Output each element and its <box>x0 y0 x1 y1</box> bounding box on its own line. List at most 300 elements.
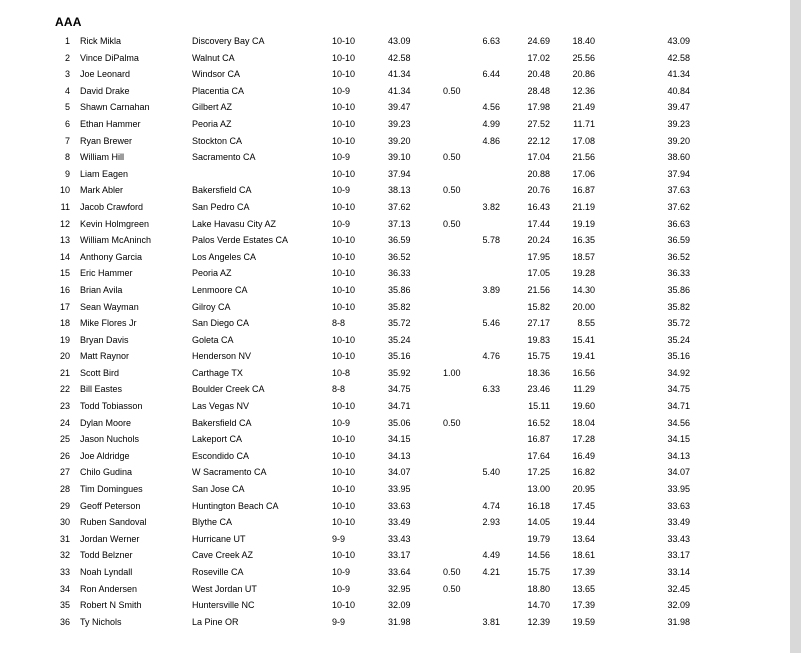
score-cell: 35.82 <box>388 301 411 312</box>
rank-cell: 31 <box>59 533 70 544</box>
table-row <box>0 514 790 531</box>
rank-cell: 14 <box>59 251 70 262</box>
name-cell: Jordan Werner <box>80 533 140 544</box>
weight-cell: 15.11 <box>528 401 550 412</box>
bonus-cell: 5.40 <box>482 467 500 478</box>
score-cell: 33.63 <box>388 500 411 511</box>
location-cell: West Jordan UT <box>192 583 257 594</box>
score-cell: 37.13 <box>388 218 411 229</box>
score-cell: 39.10 <box>388 152 411 163</box>
weight-cell: 23.46 <box>527 384 550 395</box>
table-row <box>0 50 790 67</box>
weight-cell: 13.64 <box>572 533 595 544</box>
name-cell: Jason Nuchols <box>80 434 140 445</box>
record-cell: 10-9 <box>332 417 351 428</box>
location-cell: San Jose CA <box>192 484 245 495</box>
weight-cell: 20.95 <box>572 484 595 495</box>
table-row <box>0 282 790 299</box>
score-cell: 35.86 <box>388 284 411 295</box>
rank-cell: 11 <box>60 201 70 212</box>
total-cell: 36.33 <box>667 268 690 279</box>
name-cell: Anthony Garcia <box>80 251 143 262</box>
name-cell: Bryan Davis <box>80 334 129 345</box>
rank-cell: 12 <box>59 218 70 229</box>
location-cell: Windsor CA <box>192 69 241 80</box>
table-row <box>0 415 790 432</box>
total-cell: 35.24 <box>667 334 690 345</box>
record-cell: 8-8 <box>332 318 346 329</box>
score-cell: 33.17 <box>388 550 411 561</box>
table-row <box>0 315 790 332</box>
rank-cell: 20 <box>59 351 70 362</box>
weight-cell: 16.87 <box>527 434 550 445</box>
location-cell: Hurricane UT <box>192 533 246 544</box>
bonus-cell: 4.56 <box>482 102 500 113</box>
rank-cell: 15 <box>59 268 70 279</box>
location-cell: Sacramento CA <box>192 152 256 163</box>
location-cell: W Sacramento CA <box>192 467 267 478</box>
rank-cell: 6 <box>64 118 70 129</box>
location-cell: San Pedro CA <box>192 201 250 212</box>
score-cell: 36.33 <box>388 268 411 279</box>
location-cell: Lake Havasu City AZ <box>192 218 277 229</box>
name-cell: Sean Wayman <box>80 301 139 312</box>
location-cell: Walnut CA <box>192 52 235 63</box>
weight-cell: 20.88 <box>527 168 550 179</box>
record-cell: 10-10 <box>332 450 356 461</box>
penalty-cell: 0.50 <box>443 185 461 196</box>
rank-cell: 25 <box>59 434 70 445</box>
total-cell: 33.43 <box>667 533 690 544</box>
bonus-cell: 3.81 <box>482 616 500 627</box>
rank-cell: 17 <box>59 301 70 312</box>
score-cell: 34.15 <box>388 434 411 445</box>
table-row <box>0 265 790 282</box>
rank-cell: 1 <box>64 36 70 46</box>
total-cell: 35.16 <box>667 351 690 362</box>
score-cell: 35.24 <box>388 334 411 345</box>
table-row <box>0 199 790 216</box>
name-cell: Ruben Sandoval <box>80 517 147 528</box>
table-row <box>0 365 790 382</box>
name-cell: Mike Flores Jr <box>80 318 137 329</box>
weight-cell: 17.05 <box>527 268 550 279</box>
score-cell: 35.16 <box>388 351 411 362</box>
location-cell: Blythe CA <box>192 517 233 528</box>
record-cell: 9-9 <box>332 533 346 544</box>
weight-cell: 19.83 <box>527 334 550 345</box>
name-cell: Bill Eastes <box>80 384 123 395</box>
bonus-cell: 6.33 <box>482 384 500 395</box>
location-cell: Cave Creek AZ <box>192 550 254 561</box>
total-cell: 39.20 <box>667 135 690 146</box>
record-cell: 10-9 <box>332 583 351 594</box>
weight-cell: 14.30 <box>572 284 595 295</box>
table-row <box>0 547 790 564</box>
weight-cell: 12.39 <box>527 616 550 627</box>
record-cell: 10-10 <box>332 334 356 345</box>
weight-cell: 27.52 <box>527 118 550 129</box>
bonus-cell: 4.99 <box>482 118 500 129</box>
total-cell: 39.23 <box>667 118 690 129</box>
weight-cell: 17.06 <box>572 168 595 179</box>
location-cell: Peoria AZ <box>192 268 232 279</box>
location-cell: Goleta CA <box>192 334 234 345</box>
score-cell: 33.64 <box>388 567 411 577</box>
location-cell: Las Vegas NV <box>192 401 250 412</box>
score-cell: 35.92 <box>388 367 411 378</box>
record-cell: 10-10 <box>332 235 356 246</box>
name-cell: Joe Aldridge <box>80 450 130 461</box>
score-cell: 37.62 <box>388 201 411 212</box>
name-cell: Shawn Carnahan <box>80 102 150 113</box>
total-cell: 39.47 <box>667 102 690 113</box>
table-row <box>0 232 790 249</box>
rank-cell: 22 <box>59 384 70 395</box>
name-cell: Noah Lyndall <box>80 567 133 577</box>
name-cell: Dylan Moore <box>80 417 132 428</box>
weight-cell: 18.57 <box>572 251 595 262</box>
weight-cell: 14.56 <box>527 550 550 561</box>
location-cell: Carthage TX <box>192 367 243 378</box>
total-cell: 37.94 <box>667 168 690 179</box>
total-cell: 34.07 <box>667 467 690 478</box>
bonus-cell: 3.82 <box>482 201 500 212</box>
score-cell: 33.49 <box>388 517 411 528</box>
table-row <box>0 614 790 631</box>
score-cell: 34.71 <box>388 401 411 412</box>
record-cell: 10-10 <box>332 102 356 113</box>
name-cell: Geoff Peterson <box>80 500 141 511</box>
name-cell: Chilo Gudina <box>80 467 133 478</box>
weight-cell: 13.00 <box>527 484 550 495</box>
penalty-cell: 0.50 <box>443 417 461 428</box>
rank-cell: 28 <box>59 484 70 495</box>
score-cell: 32.09 <box>388 600 411 611</box>
rank-cell: 16 <box>59 284 70 295</box>
record-cell: 9-9 <box>332 616 346 627</box>
score-cell: 36.59 <box>388 235 411 246</box>
table-row <box>0 216 790 233</box>
record-cell: 10-9 <box>332 152 351 163</box>
weight-cell: 12.36 <box>572 85 595 96</box>
record-cell: 10-10 <box>332 351 356 362</box>
name-cell: Eric Hammer <box>80 268 133 279</box>
location-cell: Stockton CA <box>192 135 243 146</box>
bonus-cell: 4.76 <box>482 351 500 362</box>
name-cell: William Hill <box>80 152 124 163</box>
rank-cell: 13 <box>59 235 70 246</box>
record-cell: 10-10 <box>332 69 356 80</box>
rank-cell: 34 <box>59 583 70 594</box>
table-row <box>0 498 790 515</box>
name-cell: Tim Domingues <box>80 484 143 495</box>
weight-cell: 20.76 <box>527 185 550 196</box>
score-cell: 35.06 <box>388 417 411 428</box>
weight-cell: 20.24 <box>527 235 550 246</box>
weight-cell: 20.86 <box>572 69 595 80</box>
location-cell: Henderson NV <box>192 351 252 362</box>
table-row <box>0 481 790 498</box>
penalty-cell: 0.50 <box>443 583 461 594</box>
rank-cell: 18 <box>59 318 70 329</box>
record-cell: 10-10 <box>332 251 356 262</box>
score-cell: 38.13 <box>388 185 411 196</box>
rank-cell: 23 <box>59 401 70 412</box>
weight-cell: 16.56 <box>572 367 595 378</box>
record-cell: 10-10 <box>332 434 356 445</box>
page-title: AAA <box>55 15 82 29</box>
total-cell: 35.72 <box>667 318 690 329</box>
name-cell: Scott Bird <box>80 367 120 378</box>
total-cell: 40.84 <box>667 85 690 96</box>
weight-cell: 19.19 <box>572 218 595 229</box>
total-cell: 33.17 <box>667 550 690 561</box>
rank-cell: 2 <box>64 52 70 63</box>
name-cell: Liam Eagen <box>80 168 129 179</box>
name-cell: Matt Raynor <box>80 351 130 362</box>
name-cell: Vince DiPalma <box>80 52 139 63</box>
rank-cell: 10 <box>59 185 70 196</box>
rank-cell: 5 <box>64 102 70 113</box>
weight-cell: 19.28 <box>572 268 595 279</box>
location-cell: Bakersfield CA <box>192 417 252 428</box>
rank-cell: 32 <box>59 550 70 561</box>
viewer-gutter <box>790 0 801 653</box>
weight-cell: 14.70 <box>527 600 550 611</box>
location-cell: Placentia CA <box>192 85 245 96</box>
weight-cell: 15.75 <box>527 351 550 362</box>
penalty-cell: 0.50 <box>443 218 461 229</box>
name-cell: Ty Nichols <box>80 616 122 627</box>
location-cell: Lenmoore CA <box>192 284 248 295</box>
bonus-cell: 5.46 <box>482 318 500 329</box>
weight-cell: 11.71 <box>573 118 595 129</box>
weight-cell: 25.56 <box>572 52 595 63</box>
record-cell: 10-10 <box>332 500 356 511</box>
score-cell: 34.75 <box>388 384 411 395</box>
record-cell: 10-10 <box>332 268 356 279</box>
bonus-cell: 3.89 <box>482 284 500 295</box>
weight-cell: 17.45 <box>572 500 595 511</box>
record-cell: 10-10 <box>332 52 356 63</box>
name-cell: Ryan Brewer <box>80 135 133 146</box>
total-cell: 37.62 <box>667 201 690 212</box>
record-cell: 10-10 <box>332 600 356 611</box>
table-row <box>0 531 790 548</box>
weight-cell: 19.59 <box>572 616 595 627</box>
location-cell: Escondido CA <box>192 450 250 461</box>
name-cell: Robert N Smith <box>80 600 142 611</box>
score-cell: 33.95 <box>388 484 411 495</box>
total-cell: 36.63 <box>667 218 690 229</box>
table-row <box>0 464 790 481</box>
rank-cell: 3 <box>64 69 70 80</box>
weight-cell: 19.79 <box>527 533 550 544</box>
bonus-cell: 6.63 <box>482 36 500 46</box>
record-cell: 10-10 <box>332 401 356 412</box>
rank-cell: 35 <box>59 600 70 611</box>
rank-cell: 36 <box>59 616 70 627</box>
total-cell: 34.13 <box>667 450 690 461</box>
weight-cell: 16.49 <box>572 450 595 461</box>
record-cell: 10-9 <box>332 567 351 577</box>
location-cell: Lakeport CA <box>192 434 243 445</box>
name-cell: Todd Tobiasson <box>80 401 143 412</box>
bonus-cell: 4.74 <box>482 500 500 511</box>
bonus-cell: 4.21 <box>482 567 500 577</box>
record-cell: 10-10 <box>332 467 356 478</box>
table-row <box>0 166 790 183</box>
rank-cell: 29 <box>59 500 70 511</box>
weight-cell: 17.64 <box>527 450 550 461</box>
record-cell: 10-10 <box>332 201 356 212</box>
table-row <box>0 99 790 116</box>
table-row <box>0 431 790 448</box>
score-cell: 41.34 <box>388 69 411 80</box>
weight-cell: 17.95 <box>527 251 550 262</box>
table-row <box>0 33 790 50</box>
penalty-cell: 0.50 <box>443 567 461 577</box>
score-cell: 37.94 <box>388 168 411 179</box>
weight-cell: 17.02 <box>527 52 550 63</box>
score-cell: 35.72 <box>388 318 411 329</box>
table-row <box>0 581 790 598</box>
table-row <box>0 83 790 100</box>
weight-cell: 22.12 <box>527 135 550 146</box>
location-cell: Gilroy CA <box>192 301 231 312</box>
rank-cell: 7 <box>64 135 70 146</box>
score-cell: 36.52 <box>388 251 411 262</box>
weight-cell: 14.05 <box>527 517 550 528</box>
record-cell: 10-10 <box>332 517 356 528</box>
weight-cell: 18.36 <box>527 367 550 378</box>
score-cell: 41.34 <box>388 85 411 96</box>
name-cell: Ethan Hammer <box>80 118 141 129</box>
total-cell: 33.49 <box>667 517 690 528</box>
weight-cell: 20.00 <box>572 301 595 312</box>
score-cell: 42.58 <box>388 52 411 63</box>
total-cell: 33.95 <box>667 484 690 495</box>
name-cell: Kevin Holmgreen <box>80 218 150 229</box>
location-cell: San Diego CA <box>192 318 250 329</box>
table-row <box>0 348 790 365</box>
weight-cell: 16.18 <box>527 500 550 511</box>
name-cell: Rick Mikla <box>80 36 122 46</box>
name-cell: Joe Leonard <box>80 69 131 80</box>
weight-cell: 17.39 <box>572 567 595 577</box>
total-cell: 32.45 <box>667 583 690 594</box>
record-cell: 10-10 <box>332 550 356 561</box>
record-cell: 10-9 <box>332 85 351 96</box>
record-cell: 10-9 <box>332 185 351 196</box>
location-cell: Huntersville NC <box>192 600 255 611</box>
total-cell: 34.75 <box>667 384 690 395</box>
weight-cell: 18.04 <box>572 417 595 428</box>
weight-cell: 21.56 <box>572 152 595 163</box>
total-cell: 32.09 <box>667 600 690 611</box>
record-cell: 10-10 <box>332 118 356 129</box>
table-row <box>0 381 790 398</box>
weight-cell: 21.56 <box>527 284 550 295</box>
weight-cell: 15.41 <box>572 334 595 345</box>
weight-cell: 17.44 <box>527 218 550 229</box>
record-cell: 10-10 <box>332 284 356 295</box>
table-row <box>0 564 790 581</box>
weight-cell: 21.49 <box>572 102 595 113</box>
table-row <box>0 597 790 614</box>
weight-cell: 17.04 <box>527 152 550 163</box>
penalty-cell: 1.00 <box>443 367 461 378</box>
location-cell: Peoria AZ <box>192 118 232 129</box>
score-cell: 39.47 <box>388 102 411 113</box>
total-cell: 36.59 <box>667 235 690 246</box>
rank-cell: 26 <box>59 450 70 461</box>
record-cell: 10-10 <box>332 484 356 495</box>
weight-cell: 16.43 <box>527 201 550 212</box>
weight-cell: 20.48 <box>527 69 550 80</box>
record-cell: 10-10 <box>332 135 356 146</box>
location-cell: Palos Verde Estates CA <box>192 235 289 246</box>
total-cell: 34.92 <box>667 367 690 378</box>
weight-cell: 8.55 <box>577 318 595 329</box>
weight-cell: 17.28 <box>572 434 595 445</box>
weight-cell: 16.52 <box>527 417 550 428</box>
record-cell: 10-8 <box>332 367 351 378</box>
rank-cell: 19 <box>59 334 70 345</box>
record-cell: 8-8 <box>332 384 346 395</box>
name-cell: Ron Andersen <box>80 583 138 594</box>
total-cell: 38.60 <box>667 152 690 163</box>
weight-cell: 17.39 <box>572 600 595 611</box>
weight-cell: 28.48 <box>527 85 550 96</box>
table-row <box>0 332 790 349</box>
total-cell: 35.82 <box>667 301 690 312</box>
bonus-cell: 4.49 <box>482 550 500 561</box>
score-cell: 39.20 <box>388 135 411 146</box>
rank-cell: 8 <box>64 152 70 163</box>
score-cell: 39.23 <box>388 118 411 129</box>
table-row <box>0 133 790 150</box>
total-cell: 43.09 <box>667 36 690 46</box>
weight-cell: 11.29 <box>573 384 595 395</box>
weight-cell: 16.82 <box>572 467 595 478</box>
rank-cell: 4 <box>64 85 70 96</box>
bonus-cell: 6.44 <box>482 69 500 80</box>
total-cell: 36.52 <box>667 251 690 262</box>
weight-cell: 18.61 <box>572 550 595 561</box>
table-row <box>0 66 790 83</box>
rank-cell: 30 <box>59 517 70 528</box>
weight-cell: 17.25 <box>527 467 550 478</box>
total-cell: 34.56 <box>667 417 690 428</box>
location-cell: Los Angeles CA <box>192 251 257 262</box>
rank-cell: 33 <box>59 567 70 577</box>
table-row <box>0 448 790 465</box>
table-row <box>0 182 790 199</box>
weight-cell: 19.41 <box>572 351 595 362</box>
location-cell: Huntington Beach CA <box>192 500 279 511</box>
bonus-cell: 5.78 <box>482 235 500 246</box>
weight-cell: 16.87 <box>572 185 595 196</box>
table-row <box>0 149 790 166</box>
location-cell: La Pine OR <box>192 616 239 627</box>
penalty-cell: 0.50 <box>443 85 461 96</box>
name-cell: Jacob Crawford <box>80 201 144 212</box>
weight-cell: 15.82 <box>527 301 550 312</box>
weight-cell: 24.69 <box>527 36 550 46</box>
table-row <box>0 299 790 316</box>
